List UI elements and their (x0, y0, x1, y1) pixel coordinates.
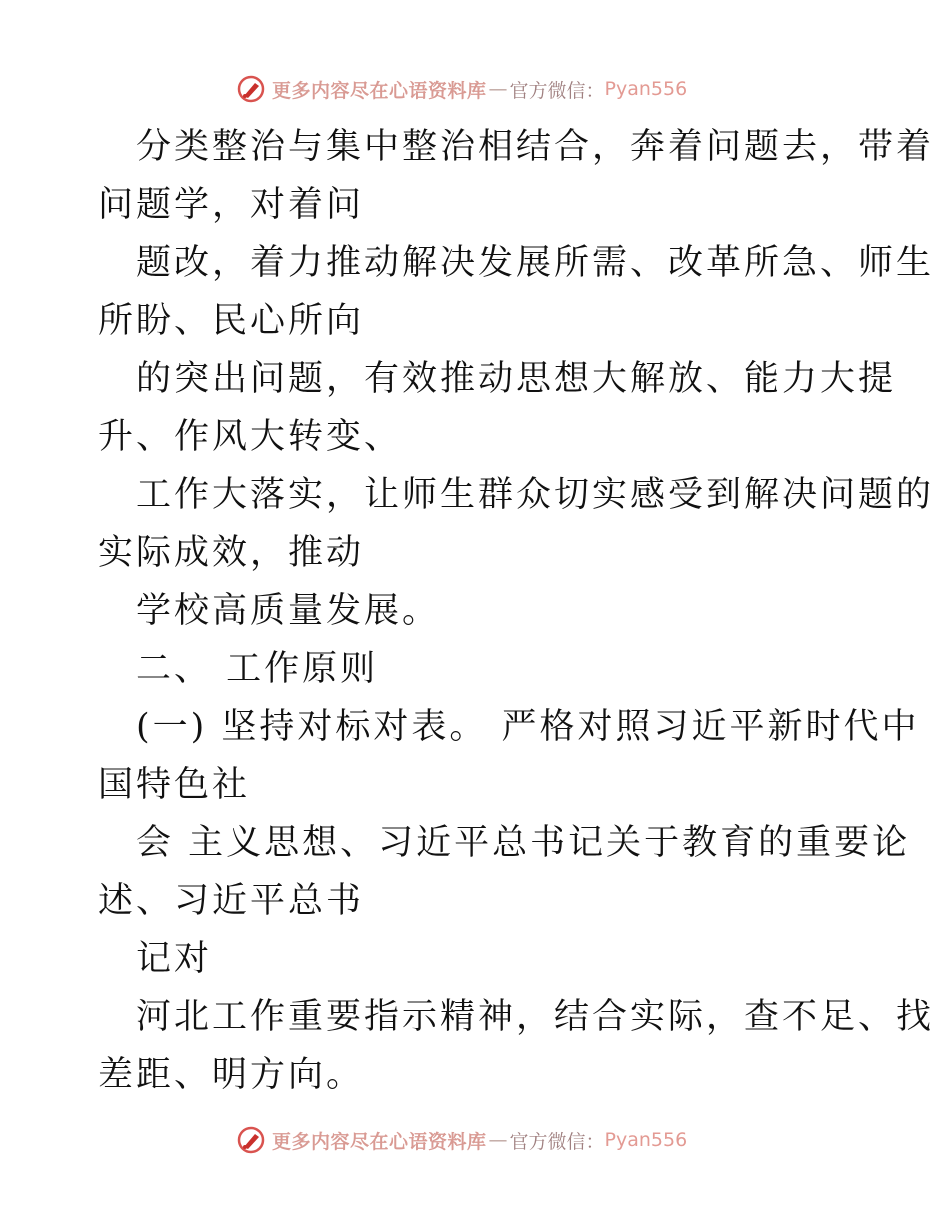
watermark-wechat-label: 官方微信： (509, 1130, 605, 1153)
paragraph-line: 河北工作重要指示精神，结合实际，查不足、找 (136, 997, 935, 1037)
paragraph-line: 升、作风大转变、 (98, 417, 403, 457)
paragraph-line: 分类整治与集中整治相结合，奔着问题去，带着 (136, 127, 935, 167)
paragraph-line: 记对 (136, 939, 213, 979)
paragraph-line: (一) 坚持对标对表。 严格对照习近平新时代中 (136, 707, 920, 747)
pen-nib-logo-icon (236, 74, 266, 104)
paragraph-line: 所盼、民心所向 (98, 301, 365, 341)
watermark-wechat-label: 官方微信： (509, 79, 605, 102)
watermark-dash: — (488, 78, 508, 100)
paragraph-line: 二、 工作原则 (136, 649, 379, 689)
paragraph-line: 差距、明方向。 (98, 1055, 365, 1095)
watermark-site-text: 更多内容尽在心语资料库 (272, 79, 487, 102)
paragraph-line: 的突出问题，有效推动思想大解放、能力大提 (136, 359, 897, 399)
pen-nib-logo-icon (236, 1125, 266, 1155)
paragraph-line: 学校高质量发展。 (136, 591, 441, 631)
paragraph-line: 工作大落实，让师生群众切实感受到解决问题的 (136, 475, 935, 515)
watermark-site-text: 更多内容尽在心语资料库 (272, 1130, 487, 1153)
watermark-dash: — (488, 1129, 508, 1151)
document-body (98, 118, 935, 1104)
paragraph-line: 问题学，对着问 (98, 185, 365, 225)
footer-watermark (236, 1123, 716, 1157)
header-watermark (236, 72, 716, 106)
paragraph-line: 题改，着力推动解决发展所需、改革所急、师生 (136, 243, 935, 283)
paragraph-line: 实际成效，推动 (98, 533, 365, 573)
watermark-wechat-id: Pyan556 (604, 1129, 688, 1151)
paragraph-line: 述、习近平总书 (98, 881, 365, 921)
paragraph-line: 国特色社 (98, 765, 251, 805)
watermark-wechat-id: Pyan556 (604, 78, 688, 100)
paragraph-line: 会 主义思想、习近平总书记关于教育的重要论 (136, 823, 911, 863)
